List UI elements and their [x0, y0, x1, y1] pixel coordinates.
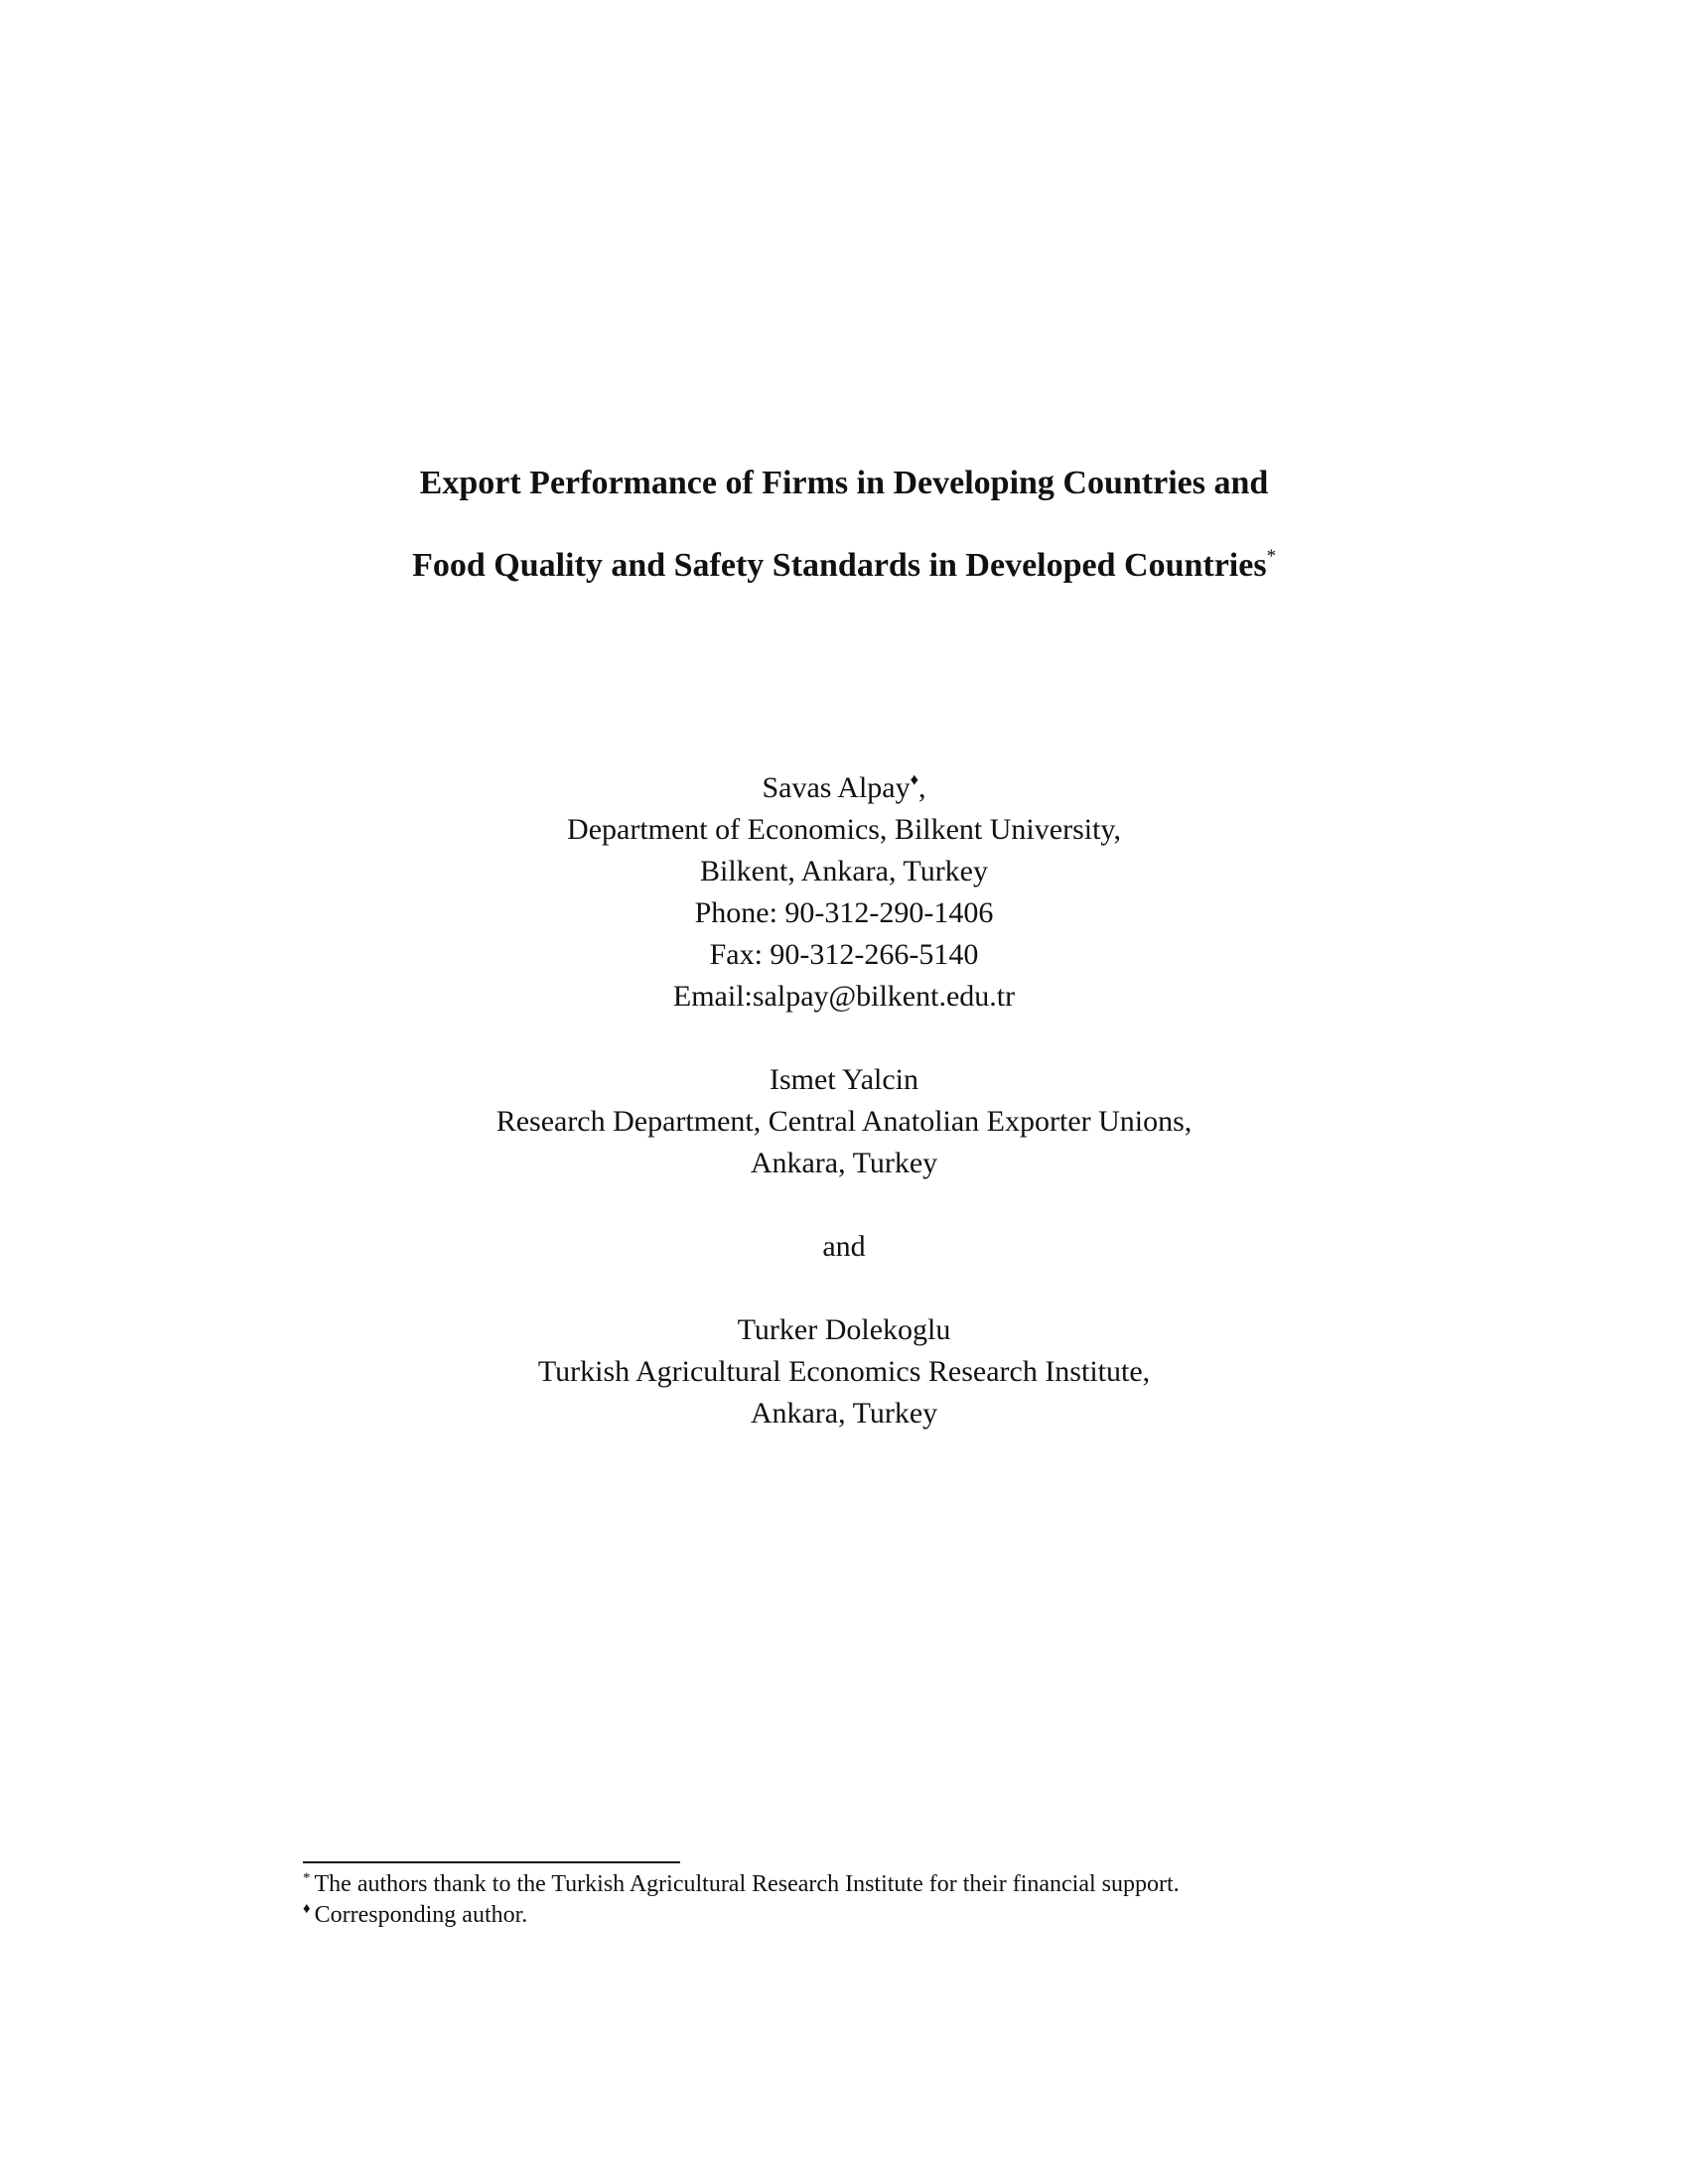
- author-1-fax: Fax: 90-312-266-5140: [709, 938, 979, 971]
- footnote-2-mark: ♦: [303, 1901, 311, 1917]
- title-line-2-text: Food Quality and Safety Standards in Developed Countries: [412, 547, 1267, 584]
- author-2: [0, 1059, 1688, 1184]
- authors-block: [0, 767, 1688, 1434]
- footnote-rule: [303, 1861, 680, 1863]
- author-2-affiliation: Research Department, Central Anatolian Exporter Unions,: [495, 1105, 1193, 1138]
- author-3-name: Turker Dolekoglu: [737, 1313, 951, 1346]
- author-1: [0, 767, 1688, 1018]
- author-2-name: Ismet Yalcin: [770, 1063, 918, 1096]
- author-1-affiliation: Department of Economics, Bilkent University,: [567, 813, 1121, 846]
- paper-title: [0, 467, 1688, 583]
- author-1-name: Savas Alpay: [762, 771, 911, 804]
- author-3-affiliation: Turkish Agricultural Economics Research Institute,: [537, 1355, 1151, 1388]
- title-footnote-mark: *: [1266, 545, 1276, 567]
- title-line-1: Export Performance of Firms in Developing Countries and: [419, 465, 1269, 501]
- footnote-acknowledgement: [303, 1869, 1395, 1900]
- author-3-location: Ankara, Turkey: [750, 1397, 938, 1430]
- footnotes: [303, 1869, 1395, 1931]
- footnote-2-text: Corresponding author.: [314, 1902, 528, 1928]
- author-1-name-comma: ,: [918, 771, 926, 804]
- author-1-location: Bilkent, Ankara, Turkey: [700, 855, 988, 887]
- title-line-2: [0, 545, 1688, 584]
- author-1-name-line: [0, 767, 1688, 809]
- author-1-phone: Phone: 90-312-290-1406: [694, 896, 994, 929]
- footnote-1-text: The authors thank to the Turkish Agricultural Research Institute for their financial support.: [314, 1871, 1180, 1897]
- author-2-location: Ankara, Turkey: [750, 1147, 938, 1179]
- author-connector: and: [822, 1230, 866, 1263]
- footnote-1-mark: *: [303, 1870, 311, 1886]
- author-1-email: Email:salpay@bilkent.edu.tr: [672, 980, 1016, 1013]
- corresponding-author-mark: ♦: [910, 769, 919, 789]
- footnote-corresponding: [303, 1900, 1395, 1931]
- author-3: [0, 1309, 1688, 1434]
